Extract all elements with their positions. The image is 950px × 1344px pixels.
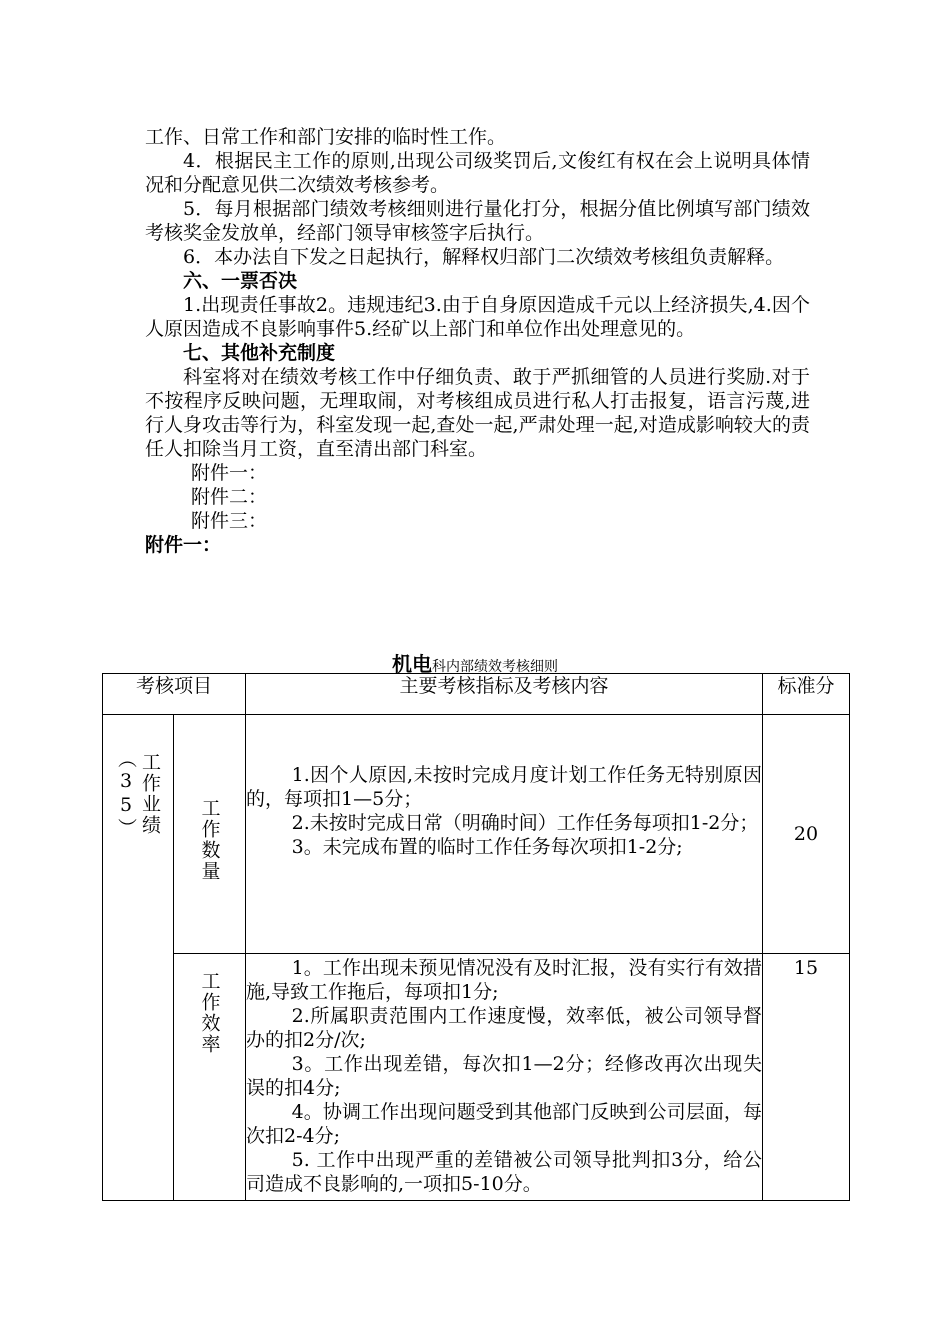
- section-heading-supplement: 七、其他补充制度: [183, 342, 336, 364]
- header-score: 标准分: [763, 674, 850, 715]
- table-row: [103, 954, 850, 1201]
- table-title-sub: 科内部绩效考核细则: [432, 659, 558, 675]
- criteria-line: 4。协调工作出现问题受到其他部门反映到公司层面，每次扣2-4分;: [246, 1101, 763, 1147]
- table-header-row: [103, 674, 850, 715]
- subcategory-cell: [174, 715, 246, 954]
- content-cell: [246, 715, 763, 954]
- criteria-line: 2.所属职责范围内工作速度慢，效率低，被公司领导督办的扣2分/次;: [246, 1005, 763, 1051]
- paragraph-item-6: 6．本办法自下发之日起执行，解释权归部门二次绩效考核组负责解释。: [183, 246, 785, 268]
- score-cell: 15: [763, 954, 850, 1201]
- criteria-line: 5. 工作中出现严重的差错被公司领导批判扣3分，给公司造成不良影响的,一项扣5-10分。: [246, 1149, 763, 1195]
- subcategory-label: 工作效率: [198, 971, 221, 1055]
- header-item: 考核项目: [103, 674, 246, 715]
- paragraph-supplement: 科室将对在绩效考核工作中仔细负责、敢于严抓细管的人员进行奖励.对于不按程序反映问题，无理取闹，对考核组成员进行私人打击报复，语言污蔑,进行人身攻击等行为，科室发现一起,查处一起,严肃处理一起,对造成影响较大的责任人扣除当月工资，直至清出部门科室。: [145, 366, 810, 460]
- criteria-line: 1。工作出现未预见情况没有及时汇报，没有实行有效措施,导致工作拖后，每项扣1分;: [246, 957, 763, 1003]
- paragraph-continuation: 工作、日常工作和部门安排的临时性工作。: [145, 126, 507, 148]
- category-cell: [103, 715, 174, 1201]
- paragraph-veto-items: 1.出现责任事故2。违规违纪3.由于自身原因造成千元以上经济损失,4.因个人原因造成不良影响事件5.经矿以上部门和单位作出处理意见的。: [145, 294, 810, 340]
- criteria-line: 2.未按时完成日常（明确时间）工作任务每项扣1-2分；: [291, 812, 759, 834]
- section-heading-veto: 六、一票否决: [183, 270, 298, 292]
- category-label: 工作业绩（35）: [115, 749, 161, 839]
- score-cell: 20: [763, 715, 850, 954]
- criteria-line: 1.因个人原因,未按时完成月度计划工作任务无特别原因的，每项扣1—5分；: [246, 764, 763, 810]
- header-content: 主要考核指标及考核内容: [246, 674, 763, 715]
- criteria-line: 3。未完成布置的临时工作任务每次项扣1-2分;: [291, 836, 683, 858]
- attachment-section-title: 附件一：: [145, 534, 222, 556]
- paragraph-item-5: 5．每月根据部门绩效考核细则进行量化打分，根据分值比例填写部门绩效考核奖金发放单，经部门领导审核签字后执行。: [145, 198, 810, 244]
- body-text: [145, 125, 810, 557]
- assessment-table: [102, 673, 850, 1201]
- table-row: [103, 715, 850, 954]
- paragraph-item-4: 4．根据民主工作的原则,出现公司级奖罚后,文俊红有权在会上说明具体情况和分配意见供二次绩效考核参考。: [145, 150, 810, 196]
- attachment-1-label: 附件一：: [191, 462, 268, 484]
- attachment-3-label: 附件三：: [191, 510, 268, 532]
- subcategory-cell: [174, 954, 246, 1201]
- attachment-2-label: 附件二：: [191, 486, 268, 508]
- content-cell: [246, 954, 763, 1201]
- criteria-line: 3。工作出现差错，每次扣1—2分；经修改再次出现失误的扣4分;: [246, 1053, 763, 1099]
- subcategory-label: 工作数量: [198, 798, 221, 882]
- table-title-main: 机电: [392, 652, 432, 676]
